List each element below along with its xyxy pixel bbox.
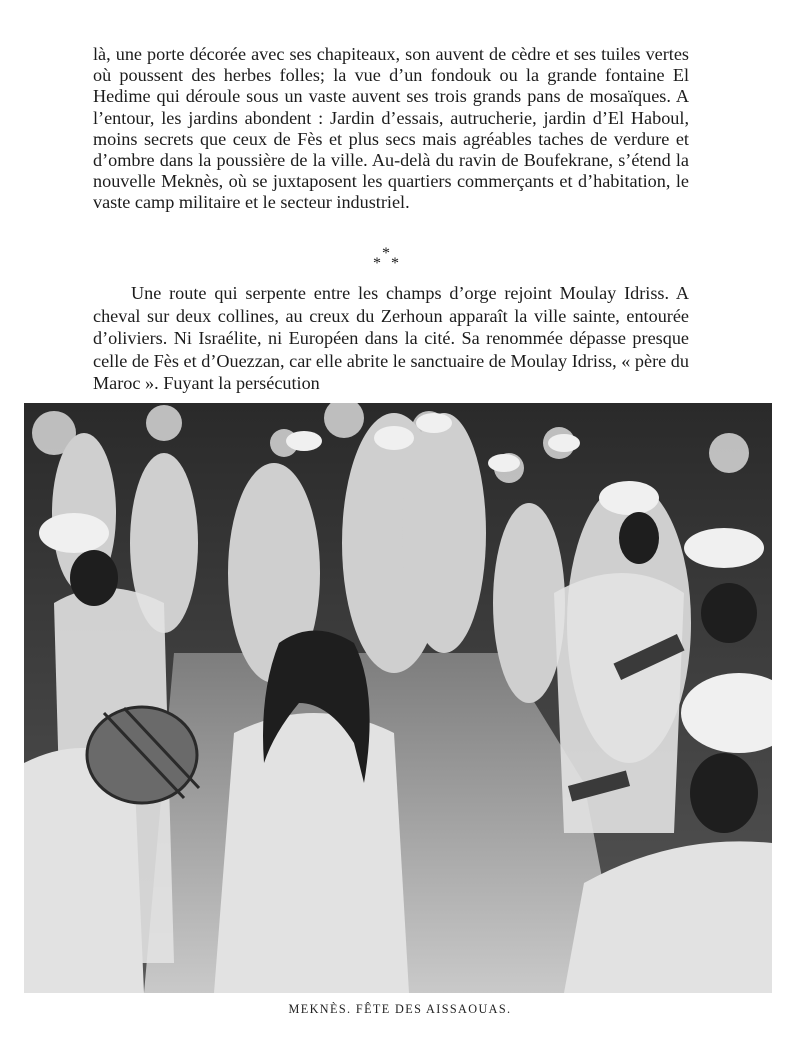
separator-star-left: *	[373, 255, 381, 272]
photo-caption: MEKNÈS. FÊTE DES AISSAOUAS.	[288, 1002, 512, 1016]
section-separator	[362, 246, 418, 272]
separator-star-right: *	[391, 255, 399, 272]
separator-star-top: *	[382, 245, 390, 262]
festival-photograph	[24, 403, 772, 993]
photo-illustration	[24, 403, 772, 993]
paragraph-1: là, une porte décorée avec ses chapiteaux, son auvent de cèdre et ses tuiles vertes où poussent des herbes folles; la vue d’un fondouk ou la grande fontaine El Hedime qui déroule sous un vaste auvent ses trois grands pans de mosaïques. A l’entour, les jardins abondent : Jardin d’essais, autrucherie, jardin d’El Haboul, moins secrets que ceux de Fès et plus secs mais agréables taches de verdure et d’ombre dans la poussière de la ville. Au-delà du ravin de Boufekrane, s’étend la nouvelle Meknès, où se juxtaposent les quartiers commerçants et d’habitation, le vaste camp militaire et le secteur industriel.	[93, 44, 689, 213]
paragraph-2: Une route qui serpente entre les champs d’orge rejoint Moulay Idriss. A cheval sur deux collines, au creux du Zerhoun apparaît la ville sainte, entourée d’oliviers. Ni Israélite, ni Européen dans la cité. Sa renommée dépasse presque celle de Fès et d’Ouezzan, car elle abrite le sanctuaire de Moulay Idriss, « père du Maroc ». Fuyant la persécution	[93, 283, 689, 394]
body-text-top	[93, 44, 689, 214]
